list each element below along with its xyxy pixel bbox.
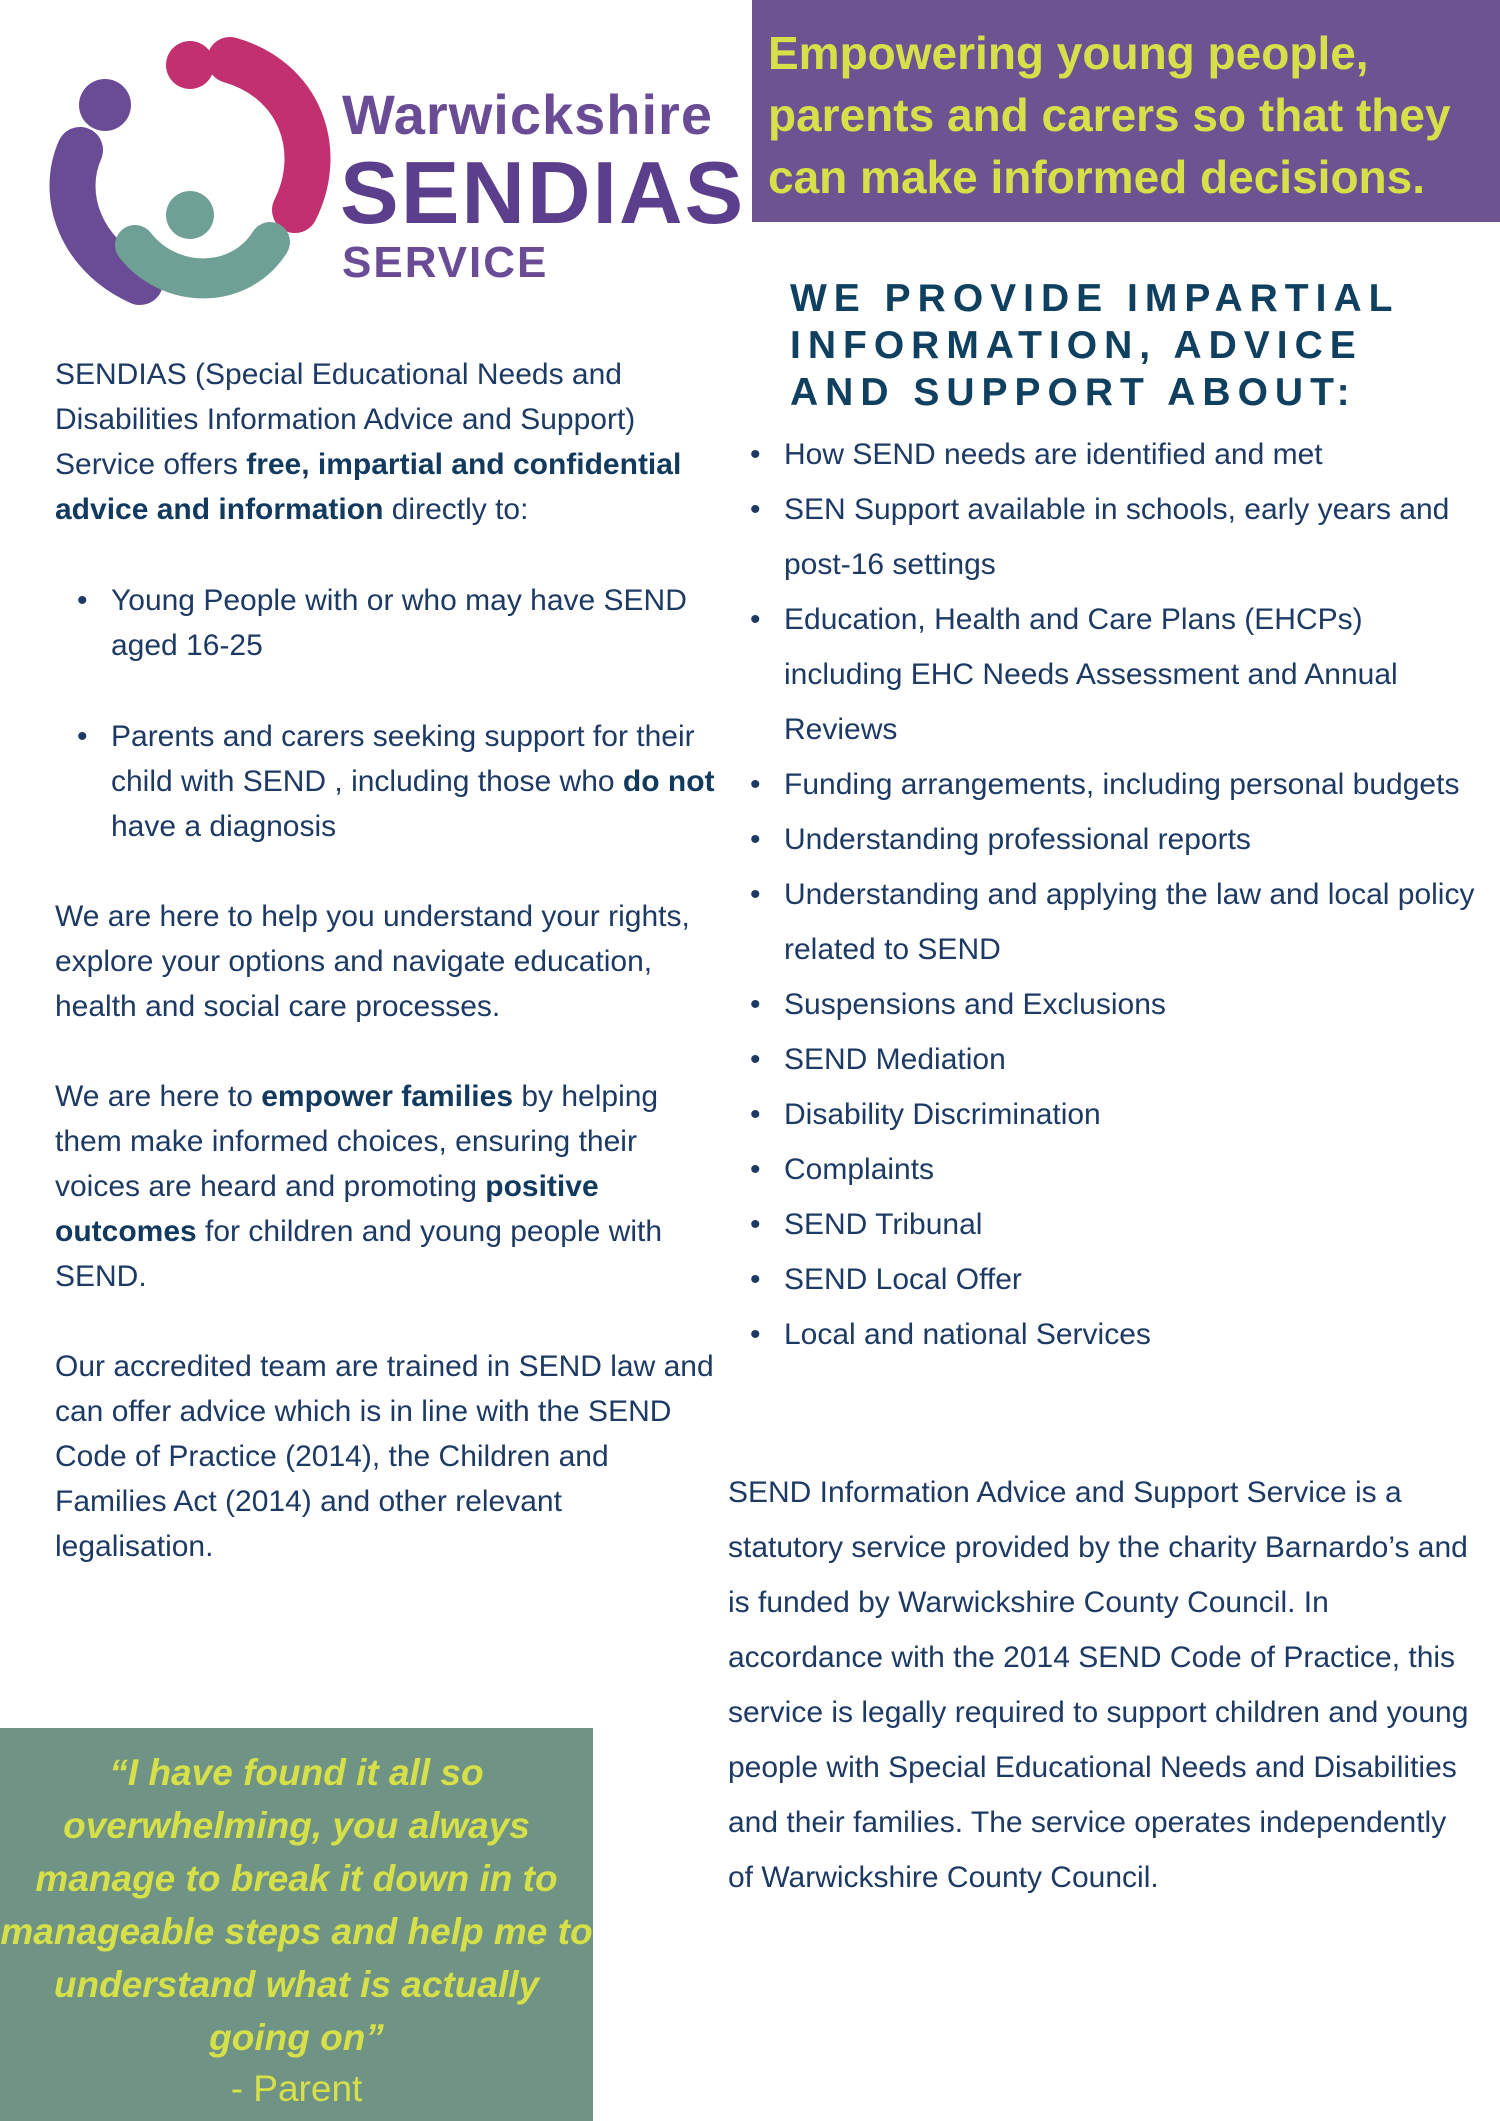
logo-teal-head [166, 191, 214, 239]
provide-item: • Local and national Services [740, 1307, 1480, 1362]
logo [40, 20, 746, 340]
provide-item: • Understanding professional reports [740, 812, 1480, 867]
provide-item: • Suspensions and Exclusions [740, 977, 1480, 1032]
audience-item-parents [55, 714, 725, 849]
provide-item: • How SEND needs are identified and met [740, 427, 1480, 482]
intro-plain: SENDIAS (Special Educational Needs and Disabilities Information Advice and Support) Service offers [55, 358, 636, 481]
provide-item: • SEN Support available in schools, early years and post-16 settings [740, 482, 1480, 592]
audience-parents-start: Parents and carers seeking support for their child with SEND , including those who [111, 720, 695, 798]
empower-part-2: by helping them make informed choices, ensuring their voices are heard and promoting [55, 1080, 659, 1203]
left-column [55, 352, 725, 1569]
empower-paragraph [55, 1074, 725, 1299]
empower-part-1: We are here to [55, 1080, 262, 1113]
statutory-paragraph: SEND Information Advice and Support Service is a statutory service provided by the charity Barnardo’s and is funded by Warwickshire County Council. In accordance with the 2014 SEND Code of Practice, this service is legally required to support children and young people with Special Educational Needs and Disabilities and their families. The service operates independently of Warwickshire County Council. [728, 1476, 1469, 1894]
audience-item-young-people: • Young People with or who may have SEND aged 16-25 [55, 578, 725, 668]
provide-list [740, 427, 1480, 1362]
quote-box [0, 1728, 593, 2121]
provide-item: • SEND Mediation [740, 1032, 1480, 1087]
quote-attribution: - Parent [230, 2068, 363, 2109]
logo-mark-icon [40, 20, 340, 320]
provide-item: • Complaints [740, 1142, 1480, 1197]
empower-bold-2: positive outcomes [55, 1170, 599, 1248]
logo-purple-head [79, 79, 131, 131]
provide-item: • SEND Tribunal [740, 1197, 1480, 1252]
provide-item: • Understanding and applying the law and local policy related to SEND [740, 867, 1480, 977]
tagline-text: Empowering young people, parents and carers so that they can make informed decisions. [768, 27, 1451, 203]
provide-item: • Disability Discrimination [740, 1087, 1480, 1142]
intro-end: directly to: [383, 493, 529, 526]
logo-pink-arc [230, 60, 307, 210]
intro-bold: free, impartial and confidential advice and information [55, 448, 682, 526]
team-paragraph: Our accredited team are trained in SEND law and can offer advice which is in line with the SEND Code of Practice (2014), the Children and Families Act (2014) and other relevant legalisation. [55, 1350, 714, 1563]
logo-teal-arc [135, 242, 270, 278]
tagline-banner [752, 0, 1500, 222]
audience-parents-bold: do not [622, 765, 715, 798]
logo-line-1: Warwickshire [342, 83, 713, 146]
empower-part-3: for children and young people with SEND. [55, 1215, 663, 1293]
logo-line-2: SENDIAS [340, 143, 746, 242]
provide-item: • Education, Health and Care Plans (EHCPs) including EHC Needs Assessment and Annual Reviews [740, 592, 1480, 757]
help-paragraph: We are here to help you understand your rights, explore your options and navigate education, health and social care processes. [55, 900, 690, 1023]
intro-paragraph [55, 352, 725, 532]
quote-text: “I have found it all so overwhelming, you always manage to break it down in to manageable steps and help me to understand what is actually going on” [0, 1752, 593, 2058]
provide-heading: WE PROVIDE IMPARTIAL INFORMATION, ADVICE AND SUPPORT ABOUT: [790, 277, 1399, 414]
audience-parents-end: have a diagnosis [111, 810, 337, 843]
provide-item: • SEND Local Offer [740, 1252, 1480, 1307]
provide-item: • Funding arrangements, including personal budgets [740, 757, 1480, 812]
logo-line-3: SERVICE [342, 238, 549, 287]
empower-bold-1: empower families [261, 1080, 513, 1113]
audience-list [55, 578, 725, 849]
logo-pink-head [166, 41, 214, 89]
